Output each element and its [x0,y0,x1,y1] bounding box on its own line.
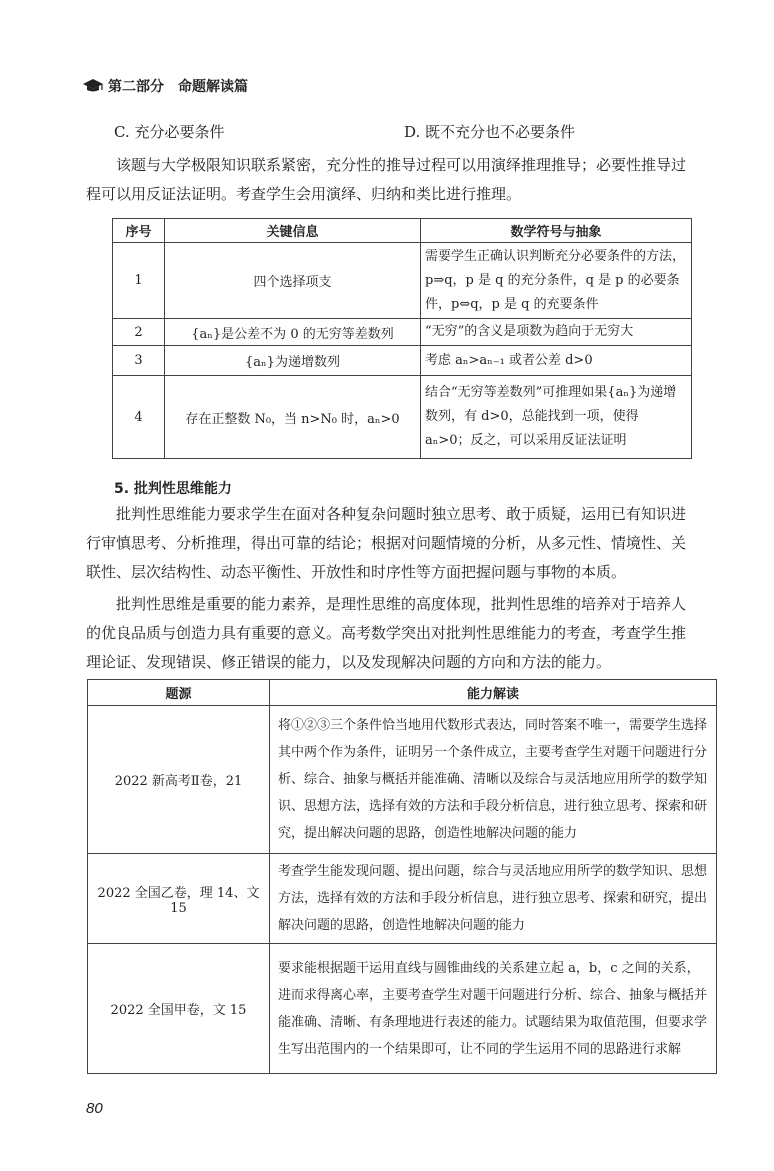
row-math: 结合“无穷等差数列”可推理如果{aₙ}为递增数列，有 d>0，总能找到一项，使得 aₙ>0；反之，可以采用反证法证明 [421,376,692,459]
option-c: C. 充分必要条件 [114,123,225,141]
header-title: 命题解读篇 [178,79,248,95]
page-header [82,76,248,96]
table-row [88,854,717,944]
row-key: 四个选择项支 [165,243,421,319]
row-desc: 要求能根据题干运用直线与圆锥曲线的关系建立起 a，b，c 之间的关系，进而求得离心率，主要考查学生对题干问题进行分析、综合、抽象与概括并能准确、清晰、有条理地进行表述的能力。试题结果为取值范围，但要求学生写出范围内的一个结果即可，让不同的学生运用不同的思路进行求解 [270,944,717,1074]
table1-header-key: 关键信息 [165,219,421,243]
analysis-paragraph: 该题与大学极限知识联系紧密，充分性的推导过程可以用演绎推理推导；必要性推导过程可以用反证法证明。考查学生会用演绎、归纳和类比进行推理。 [86,156,687,203]
table-row [113,376,692,459]
table-row [113,319,692,346]
graduation-cap-icon [82,78,104,94]
ability-table [87,679,717,1074]
row-no: 2 [113,319,165,346]
table-row [88,944,717,1074]
row-key: {aₙ}为递增数列 [165,346,421,376]
answer-options [114,121,674,142]
row-desc: 将①②③三个条件恰当地用代数形式表达，同时答案不唯一，需要学生选择其中两个作为条件，证明另一个条件成立，主要考查学生对题干问题进行分析、综合、抽象与概括并能准确、清晰以及综合与灵活地应用所学的数学知识、思想方法，选择有效的方法和手段分析信息，进行独立思考、探索和研究，提出解决问题的思路，创造性地解决问题的能力 [270,706,717,854]
table2-header-source: 题源 [88,680,270,706]
table1-header-no: 序号 [113,219,165,243]
section-paragraph-1: 批判性思维能力要求学生在面对各种复杂问题时独立思考、敢于质疑，运用已有知识进行审慎思考、分析推理，得出可靠的结论；根据对问题情境的分析，从多元性、情境性、关联性、层次结构性、动态平衡性、开放性和时序性等方面把握问题与事物的本质。 [86,505,687,581]
row-math: 需要学生正确认识判断充分必要条件的方法，p⇒q，p 是 q 的充分条件，q 是 p 的必要条件，p⇔q，p 是 q 的充要条件 [421,243,692,319]
row-desc: 考查学生能发现问题、提出问题，综合与灵活地应用所学的数学知识、思想方法，选择有效的方法和手段分析信息，进行独立思考、探索和研究，提出解决问题的思路，创造性地解决问题的能力 [270,854,717,944]
header-part: 第二部分 [108,79,164,95]
row-no: 4 [113,376,165,459]
key-info-table [112,218,692,459]
row-source: 2022 新高考Ⅱ卷，21 [88,706,270,854]
table-row [88,706,717,854]
table-row [113,243,692,319]
row-math: “无穷”的含义是项数为趋向于无穷大 [421,319,692,346]
row-no: 1 [113,243,165,319]
row-key: {aₙ}是公差不为 0 的无穷等差数列 [165,319,421,346]
option-d: D. 既不充分也不必要条件 [404,123,576,141]
table-row [113,346,692,376]
page-number: 80 [86,1100,103,1117]
row-no: 3 [113,346,165,376]
row-source: 2022 全国乙卷，理 14、文 15 [88,854,270,944]
section-heading: 5. 批判性思维能力 [114,481,232,497]
table2-header-desc: 能力解读 [270,680,717,706]
row-math: 考虑 aₙ>aₙ₋₁ 或者公差 d>0 [421,346,692,376]
section-paragraph-2: 批判性思维是重要的能力素养，是理性思维的高度体现，批判性思维的培养对于培养人的优良品质与创造力具有重要的意义。高考数学突出对批判性思维能力的考查，考查学生推理论证、发现错误、修正错误的能力，以及发现解决问题的方向和方法的能力。 [86,595,687,671]
table1-header-math: 数学符号与抽象 [421,219,692,243]
row-key: 存在正整数 N₀，当 n>N₀ 时，aₙ>0 [165,376,421,459]
row-source: 2022 全国甲卷，文 15 [88,944,270,1074]
